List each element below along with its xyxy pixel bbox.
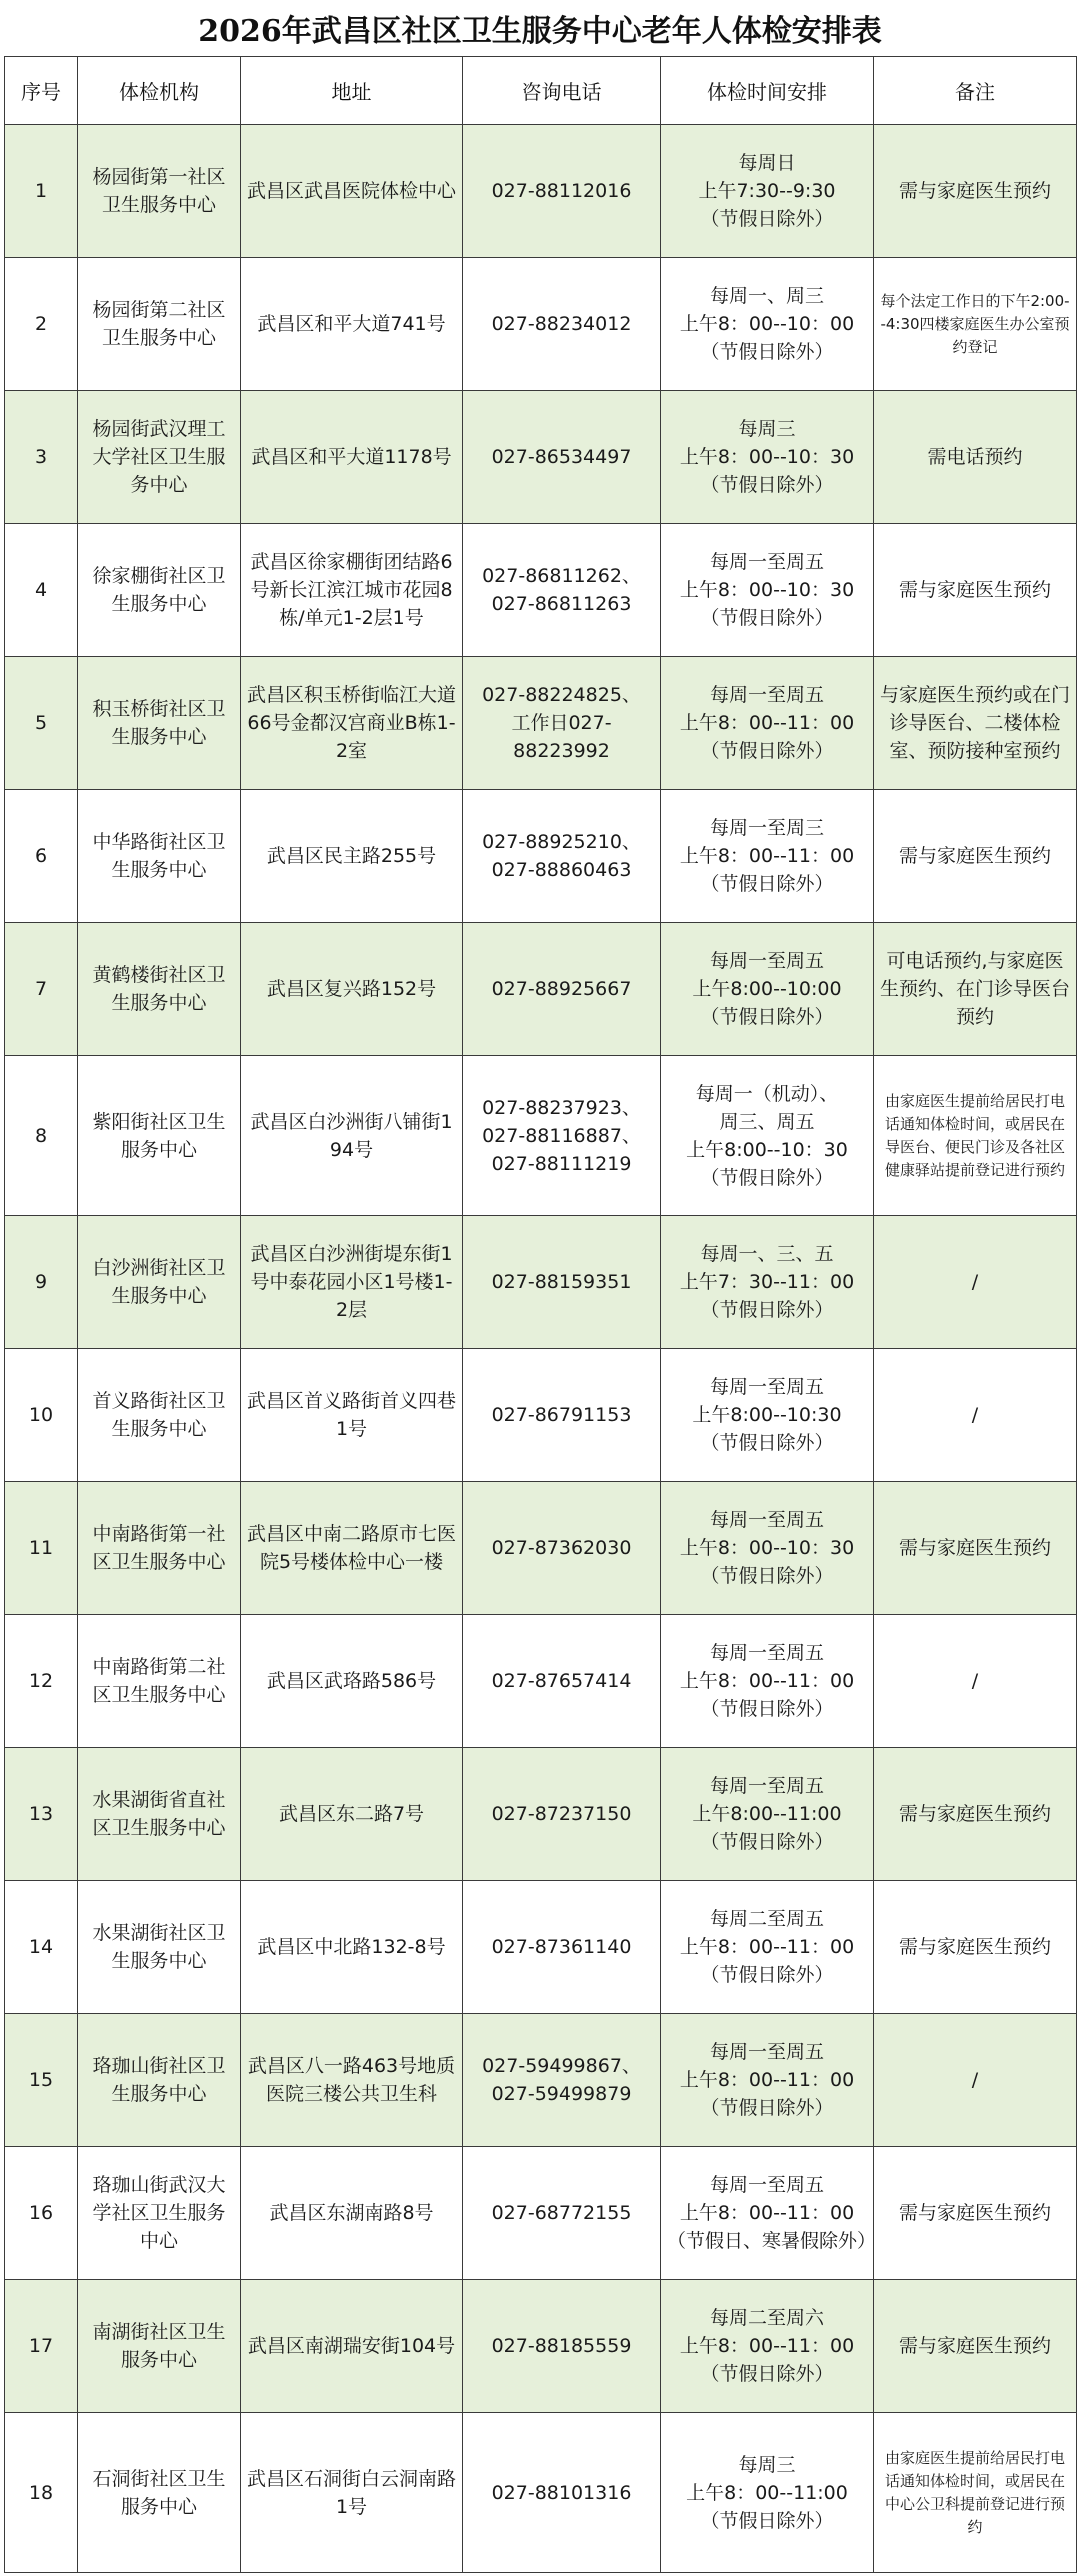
- table-row: [5, 1615, 1077, 1748]
- row-number: 10: [5, 1349, 78, 1482]
- table-row: [5, 1216, 1077, 1349]
- note: /: [874, 1349, 1077, 1482]
- note: /: [874, 1615, 1077, 1748]
- row-number: 7: [5, 923, 78, 1056]
- phone-line: 027-88111219: [491, 1152, 632, 1175]
- header-address: 地址: [241, 57, 463, 125]
- schedule-line: 上午8：00--11：00: [679, 2069, 855, 2091]
- phone: [463, 1748, 661, 1881]
- phone-line: 027-87237150: [491, 1803, 632, 1825]
- schedule-line: 上午8:00--10:00: [692, 978, 842, 1000]
- row-number: 12: [5, 1615, 78, 1748]
- institution-name: 中华路街社区卫生服务中心: [78, 790, 241, 923]
- table-row: [5, 657, 1077, 790]
- schedule-line: 每周二至周五: [709, 1908, 824, 1930]
- phone: [463, 657, 661, 790]
- row-number: 18: [5, 2413, 78, 2573]
- schedule-line: 每周一至周五: [709, 551, 824, 573]
- note: 可电话预约,与家庭医生预约、在门诊导医台预约: [874, 923, 1077, 1056]
- phone-line: 027-59499867、: [482, 2055, 641, 2077]
- address: 武昌区中北路132-8号: [241, 1881, 463, 2014]
- schedule-line: 每周三: [738, 2453, 796, 2476]
- note: /: [874, 1216, 1077, 1349]
- page-title: 2026年武昌区社区卫生服务中心老年人体检安排表: [198, 14, 882, 49]
- schedule-line: （节假日除外）: [700, 873, 834, 895]
- schedule-line: （节假日除外）: [700, 2097, 834, 2119]
- phone-line: 027-88112016: [491, 180, 632, 202]
- schedule-line: 上午8：00--11：00: [679, 1670, 855, 1692]
- schedule-line: 每周一至周五: [709, 1509, 824, 1531]
- schedule-line: 上午8：00--11：00: [679, 712, 855, 734]
- phone: [463, 2413, 661, 2573]
- table-row: [5, 1881, 1077, 2014]
- address: 武昌区和平大道1178号: [241, 391, 463, 524]
- institution-name: 中南路街第二社区卫生服务中心: [78, 1615, 241, 1748]
- phone-line: 027-86811262、: [482, 565, 641, 587]
- schedule-line: 上午8：00--11:00: [686, 2481, 848, 2504]
- phone-line: 027-88860463: [491, 859, 632, 881]
- schedule-line: 上午8：00--11：00: [679, 2335, 855, 2357]
- table-row: [5, 2413, 1077, 2573]
- phone-line: 027-88185559: [491, 2335, 632, 2357]
- schedule-line: （节假日除外）: [700, 341, 834, 363]
- phone: [463, 1615, 661, 1748]
- schedule-line: 每周一至周五: [709, 1642, 824, 1664]
- schedule: [661, 2014, 874, 2147]
- schedule: [661, 524, 874, 657]
- table-row: [5, 1349, 1077, 1482]
- phone: [463, 790, 661, 923]
- phone-line: 工作日027-: [511, 712, 612, 734]
- phone: [463, 1482, 661, 1615]
- schedule-line: （节假日除外）: [700, 1299, 834, 1321]
- institution-name: 杨园街第一社区卫生服务中心: [78, 125, 241, 258]
- note: 由家庭医生提前给居民打电话通知体检时间，或居民在导医台、便民门诊及各社区健康驿站提前登记进行预约: [874, 1056, 1077, 1216]
- table-row: [5, 1056, 1077, 1216]
- row-number: 1: [5, 125, 78, 258]
- table-header-row: [5, 57, 1077, 125]
- schedule-line: 上午8：00--11：00: [679, 845, 855, 867]
- address: 武昌区武珞路586号: [241, 1615, 463, 1748]
- phone: [463, 258, 661, 391]
- row-number: 4: [5, 524, 78, 657]
- phone-line: 027-88116887、: [482, 1124, 641, 1147]
- phone-line: 027-88101316: [491, 2481, 632, 2504]
- note: 需与家庭医生预约: [874, 1748, 1077, 1881]
- table-row: [5, 1482, 1077, 1615]
- institution-name: 珞珈山街武汉大学社区卫生服务中心: [78, 2147, 241, 2280]
- phone: [463, 1216, 661, 1349]
- schedule-line: （节假日除外）: [700, 607, 834, 629]
- schedule-line: （节假日除外）: [700, 208, 834, 230]
- row-number: 3: [5, 391, 78, 524]
- schedule-line: （节假日除外）: [700, 1166, 834, 1189]
- header-note: 备注: [874, 57, 1077, 125]
- row-number: 2: [5, 258, 78, 391]
- address: 武昌区积玉桥街临江大道66号金都汉宫商业B栋1-2室: [241, 657, 463, 790]
- address: 武昌区东湖南路8号: [241, 2147, 463, 2280]
- schedule: [661, 2147, 877, 2280]
- schedule-line: 每周一至周五: [709, 1376, 824, 1398]
- phone-line: 027-88925667: [491, 978, 632, 1000]
- phone-line: 88223992: [513, 740, 610, 762]
- row-number: 6: [5, 790, 78, 923]
- phone: [463, 923, 661, 1056]
- schedule: [661, 1881, 874, 2014]
- schedule-line: 每周二至周六: [709, 2307, 824, 2329]
- address: 武昌区徐家棚街团结路6号新长江滨江城市花园8栋/单元1-2层1号: [241, 524, 463, 657]
- phone-line: 027-86811263: [491, 593, 632, 615]
- schedule-line: 每周一至周五: [709, 2041, 824, 2063]
- schedule-line: （节假日除外）: [700, 1964, 834, 1986]
- schedule-line: （节假日除外）: [700, 1831, 834, 1853]
- table-body: [5, 125, 1077, 2573]
- phone-line: 027-88237923、: [482, 1096, 641, 1119]
- schedule-line: 上午8：00--10：30: [679, 1537, 855, 1559]
- row-number: 16: [5, 2147, 78, 2280]
- note: /: [874, 2014, 1077, 2147]
- address: 武昌区东二路7号: [241, 1748, 463, 1881]
- schedule: [661, 2413, 874, 2573]
- schedule-line: 上午8：00--10：30: [679, 579, 855, 601]
- table-row: [5, 2280, 1077, 2413]
- schedule: [661, 923, 874, 1056]
- institution-name: 珞珈山街社区卫生服务中心: [78, 2014, 241, 2147]
- address: 武昌区白沙洲街堤东街1号中泰花园小区1号楼1-2层: [241, 1216, 463, 1349]
- row-number: 13: [5, 1748, 78, 1881]
- schedule-line: 每周一至周五: [709, 2174, 824, 2196]
- row-number: 17: [5, 2280, 78, 2413]
- schedule-line: （节假日除外）: [700, 740, 834, 762]
- schedule-line: 每周日: [738, 152, 796, 174]
- phone-line: 027-59499879: [491, 2083, 632, 2105]
- note: 与家庭医生预约或在门诊导医台、二楼体检室、预防接种室预约: [874, 657, 1077, 790]
- schedule: [661, 1748, 874, 1881]
- note: 需与家庭医生预约: [874, 524, 1077, 657]
- schedule: [661, 125, 874, 258]
- institution-name: 南湖街社区卫生服务中心: [78, 2280, 241, 2413]
- note: 需与家庭医生预约: [874, 2147, 1077, 2280]
- row-number: 5: [5, 657, 78, 790]
- table-row: [5, 2014, 1077, 2147]
- institution-name: 紫阳街社区卫生服务中心: [78, 1056, 241, 1216]
- phone: [463, 2014, 661, 2147]
- schedule-line: （节假日除外）: [700, 1006, 834, 1028]
- institution-name: 积玉桥街社区卫生服务中心: [78, 657, 241, 790]
- table-row: [5, 1748, 1077, 1881]
- row-number: 14: [5, 1881, 78, 2014]
- institution-name: 徐家棚街社区卫生服务中心: [78, 524, 241, 657]
- row-number: 9: [5, 1216, 78, 1349]
- table-row: [5, 125, 1077, 258]
- institution-name: 水果湖街省直社区卫生服务中心: [78, 1748, 241, 1881]
- phone-line: 027-86791153: [491, 1404, 632, 1426]
- header-no: 序号: [5, 57, 78, 125]
- schedule-line: 每周一（机动）、: [695, 1082, 839, 1105]
- schedule: [661, 1482, 874, 1615]
- address: 武昌区白沙洲街八铺街194号: [241, 1056, 463, 1216]
- phone: [463, 2280, 661, 2413]
- schedule: [661, 2280, 874, 2413]
- schedule: [661, 258, 874, 391]
- schedule: [661, 657, 874, 790]
- schedule-line: 每周一、三、五: [700, 1243, 834, 1265]
- institution-name: 杨园街第二社区卫生服务中心: [78, 258, 241, 391]
- schedule-line: 每周一至周五: [709, 950, 824, 972]
- note: 需与家庭医生预约: [874, 790, 1077, 923]
- address: 武昌区石洞街白云洞南路1号: [241, 2413, 463, 2573]
- schedule-line: 上午8:00--11:00: [692, 1803, 842, 1825]
- institution-name: 杨园街武汉理工大学社区卫生服务中心: [78, 391, 241, 524]
- row-number: 15: [5, 2014, 78, 2147]
- schedule-line: 上午8：00--11：00: [679, 2202, 855, 2224]
- schedule-line: 上午8：00--11：00: [679, 1936, 855, 1958]
- phone: [463, 2147, 661, 2280]
- institution-name: 白沙洲街社区卫生服务中心: [78, 1216, 241, 1349]
- address: 武昌区和平大道741号: [241, 258, 463, 391]
- schedule-line: 周三、周五: [719, 1110, 815, 1133]
- table-row: [5, 923, 1077, 1056]
- schedule-line: （节假日除外）: [700, 474, 834, 496]
- note: 需与家庭医生预约: [874, 1881, 1077, 2014]
- schedule-line: 上午8:00--10:30: [692, 1404, 842, 1426]
- address: 武昌区南湖瑞安街104号: [241, 2280, 463, 2413]
- header-org: 体检机构: [78, 57, 241, 125]
- schedule: [661, 790, 874, 923]
- phone-line: 027-68772155: [491, 2202, 632, 2224]
- phone: [463, 391, 661, 524]
- header-schedule: 体检时间安排: [661, 57, 874, 125]
- address: 武昌区中南二路原市七医院5号楼体检中心一楼: [241, 1482, 463, 1615]
- phone-line: 027-88234012: [491, 313, 632, 335]
- table-row: [5, 391, 1077, 524]
- note: 由家庭医生提前给居民打电话通知体检时间，或居民在中心公卫科提前登记进行预约: [874, 2413, 1077, 2573]
- schedule-line: 上午8：00--10：30: [679, 446, 855, 468]
- schedule: [661, 1056, 874, 1216]
- note: 需电话预约: [874, 391, 1077, 524]
- schedule-line: 上午7:30--9:30: [698, 180, 836, 202]
- schedule-line: 上午8：00--10：00: [679, 313, 855, 335]
- schedule-line: 每周一至周五: [709, 684, 824, 706]
- phone-line: 027-87361140: [491, 1936, 632, 1958]
- schedule-line: （节假日除外）: [700, 2509, 834, 2532]
- schedule-line: （节假日除外）: [700, 1698, 834, 1720]
- phone-line: 027-88925210、: [482, 831, 641, 853]
- schedule-line: 每周一至周三: [709, 817, 824, 839]
- phone: [463, 125, 661, 258]
- institution-name: 中南路街第一社区卫生服务中心: [78, 1482, 241, 1615]
- note: 需与家庭医生预约: [874, 1482, 1077, 1615]
- note: 需与家庭医生预约: [874, 125, 1077, 258]
- schedule: [661, 1216, 874, 1349]
- phone: [463, 1056, 661, 1216]
- table-row: [5, 258, 1077, 391]
- table-row: [5, 524, 1077, 657]
- phone-line: 027-88159351: [491, 1271, 632, 1293]
- institution-name: 首义路街社区卫生服务中心: [78, 1349, 241, 1482]
- row-number: 11: [5, 1482, 78, 1615]
- schedule-line: （节假日除外）: [700, 1565, 834, 1587]
- address: 武昌区八一路463号地质医院三楼公共卫生科: [241, 2014, 463, 2147]
- institution-name: 黄鹤楼街社区卫生服务中心: [78, 923, 241, 1056]
- schedule-line: 每周一、周三: [709, 285, 824, 307]
- phone: [463, 1349, 661, 1482]
- institution-name: 水果湖街社区卫生服务中心: [78, 1881, 241, 2014]
- phone-line: 027-87362030: [491, 1537, 632, 1559]
- table-row: [5, 2147, 1077, 2280]
- institution-name: 石洞街社区卫生服务中心: [78, 2413, 241, 2573]
- phone-line: 027-87657414: [491, 1670, 632, 1692]
- schedule-line: （节假日、寒暑假除外）: [667, 2230, 877, 2252]
- schedule-table: [4, 56, 1077, 2573]
- schedule: [661, 1349, 874, 1482]
- schedule-line: （节假日除外）: [700, 2363, 834, 2385]
- phone: [463, 524, 661, 657]
- address: 武昌区武昌医院体检中心: [241, 125, 463, 258]
- address: 武昌区首义路街首义四巷1号: [241, 1349, 463, 1482]
- table-row: [5, 790, 1077, 923]
- address: 武昌区复兴路152号: [241, 923, 463, 1056]
- phone: [463, 1881, 661, 2014]
- header-phone: 咨询电话: [463, 57, 661, 125]
- schedule-line: 每周三: [738, 418, 796, 440]
- schedule-line: 上午7：30--11：00: [679, 1271, 855, 1293]
- schedule-line: （节假日除外）: [700, 1432, 834, 1454]
- address: 武昌区民主路255号: [241, 790, 463, 923]
- schedule: [661, 1615, 874, 1748]
- schedule-line: 上午8:00--10：30: [686, 1138, 848, 1161]
- schedule-line: 每周一至周五: [709, 1775, 824, 1797]
- note: 需与家庭医生预约: [874, 2280, 1077, 2413]
- phone-line: 027-86534497: [491, 446, 632, 468]
- schedule: [661, 391, 874, 524]
- row-number: 8: [5, 1056, 78, 1216]
- note: 每个法定工作日的下午2:00--4:30四楼家庭医生办公室预约登记: [874, 258, 1077, 391]
- phone-line: 027-88224825、: [482, 684, 641, 706]
